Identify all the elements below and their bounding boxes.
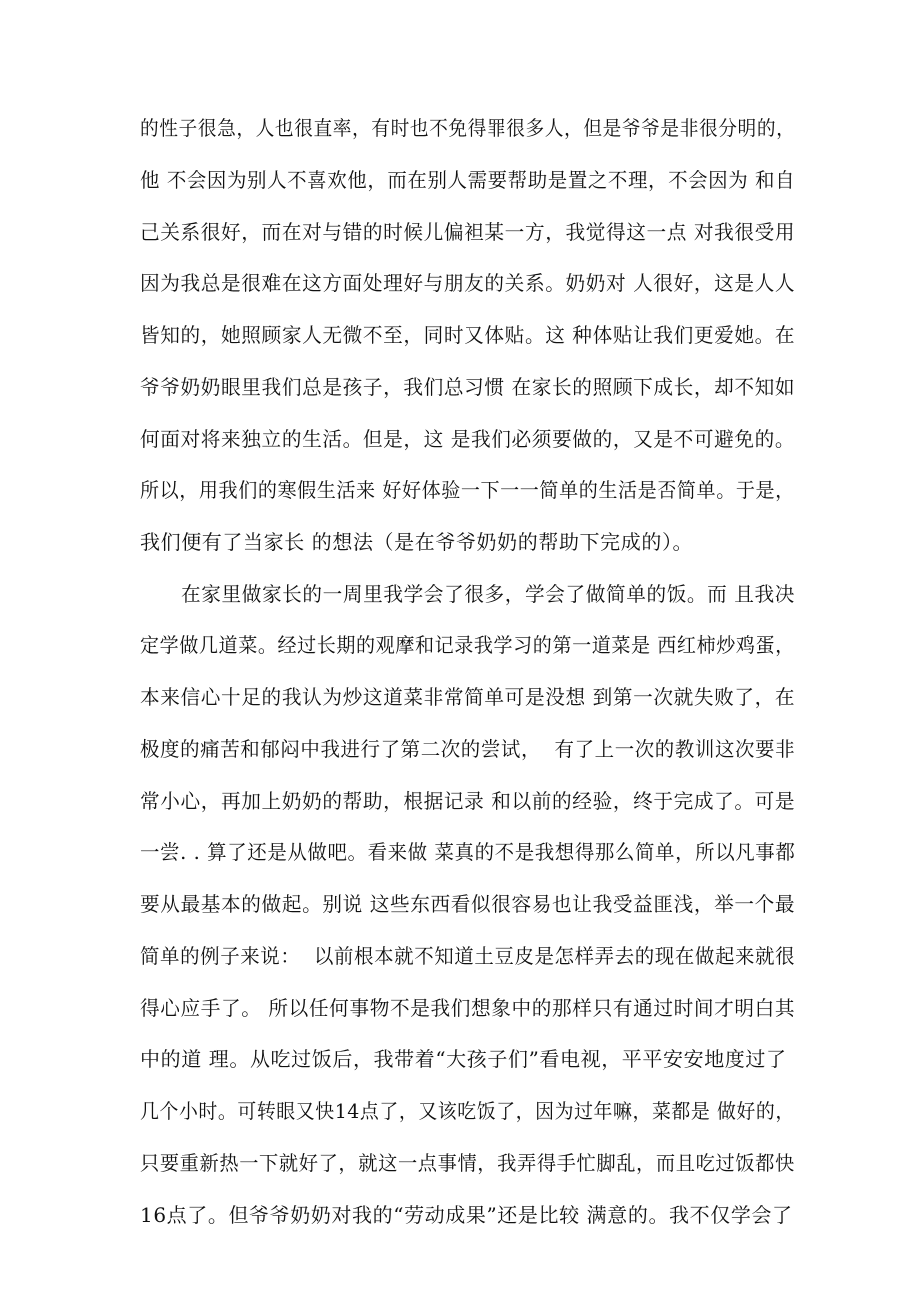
text-line: 极度的痛苦和郁闷中我进行了第二次的尝试， 有了上一次的教训这次要非 [140,737,796,761]
text-line: 几个小时。可转眼又快14点了，又该吃饭了，因为过年嘛，菜都是 做好的， [140,1099,795,1123]
text-line: 他 不会因为别人不喜欢他，而在别人需要帮助是置之不理，不会因为 和自 [140,168,796,192]
text-line: 因为我总是很难在这方面处理好与朋友的关系。奶奶对 人很好，这是人人 [140,271,796,295]
text-line: 所以，用我们的寒假生活来 好好体验一下一一简单的生活是否简单。于是， [140,478,795,502]
text-line: 一尝. . 算了还是从做吧。看来做 菜真的不是我想得那么简单，所以凡事都 [140,840,796,864]
text-line: 的性子很急，人也很直率，有时也不免得罪很多人，但是爷爷是非很分明的， [140,116,796,140]
text-line: 我们便有了当家长 的想法（是在爷爷奶奶的帮助下完成的）。 [140,530,694,554]
text-line: 得心应手了。 所以任何事物不是我们想象中的那样只有通过时间才明白其 [140,996,796,1020]
text-line: 爷爷奶奶眼里我们总是孩子，我们总习惯 在家长的照顾下成长，却不知如 [140,375,796,399]
text-line: 本来信心十足的我认为炒这道菜非常简单可是没想 到第一次就失败了，在 [140,685,796,709]
text-line: 简单的例子来说： 以前根本就不知道土豆皮是怎样弄去的现在做起来就很 [140,944,796,968]
text-line: 中的道 理。从吃过饭后，我带着“大孩子们”看电视，平平安安地度过了 [140,1047,787,1071]
text-line: 常小心，再加上奶奶的帮助，根据记录 和以前的经验，终于完成了。可是 [140,789,796,813]
text-line: 定学做几道菜。经过长期的观摩和记录我学习的第一道菜是 西红柿炒鸡蛋， [140,633,795,657]
text-line: 只要重新热一下就好了，就这一点事情，我弄得手忙脚乱，而且吃过饭都快 [140,1151,795,1175]
text-line: 16点了。但爷爷奶奶对我的“劳动成果”还是比较 满意的。我不仅学会了 [140,1203,793,1227]
text-line: 皆知的，她照顾家人无微不至，同时又体贴。这 种体贴让我们更爱她。在 [140,323,796,347]
text-line: 何面对将来独立的生活。但是，这 是我们必须要做的，又是不可避免的。 [140,427,796,451]
text-line: 要从最基本的做起。别说 这些东西看似很容易也让我受益匪浅，举一个最 [140,892,796,916]
text-line: 在家里做家长的一周里我学会了很多，学会了做简单的饭。而 且我决 [181,582,795,606]
text-line: 己关系很好，而在对与错的时候儿偏袒某一方，我觉得这一点 对我很受用 [140,220,796,244]
